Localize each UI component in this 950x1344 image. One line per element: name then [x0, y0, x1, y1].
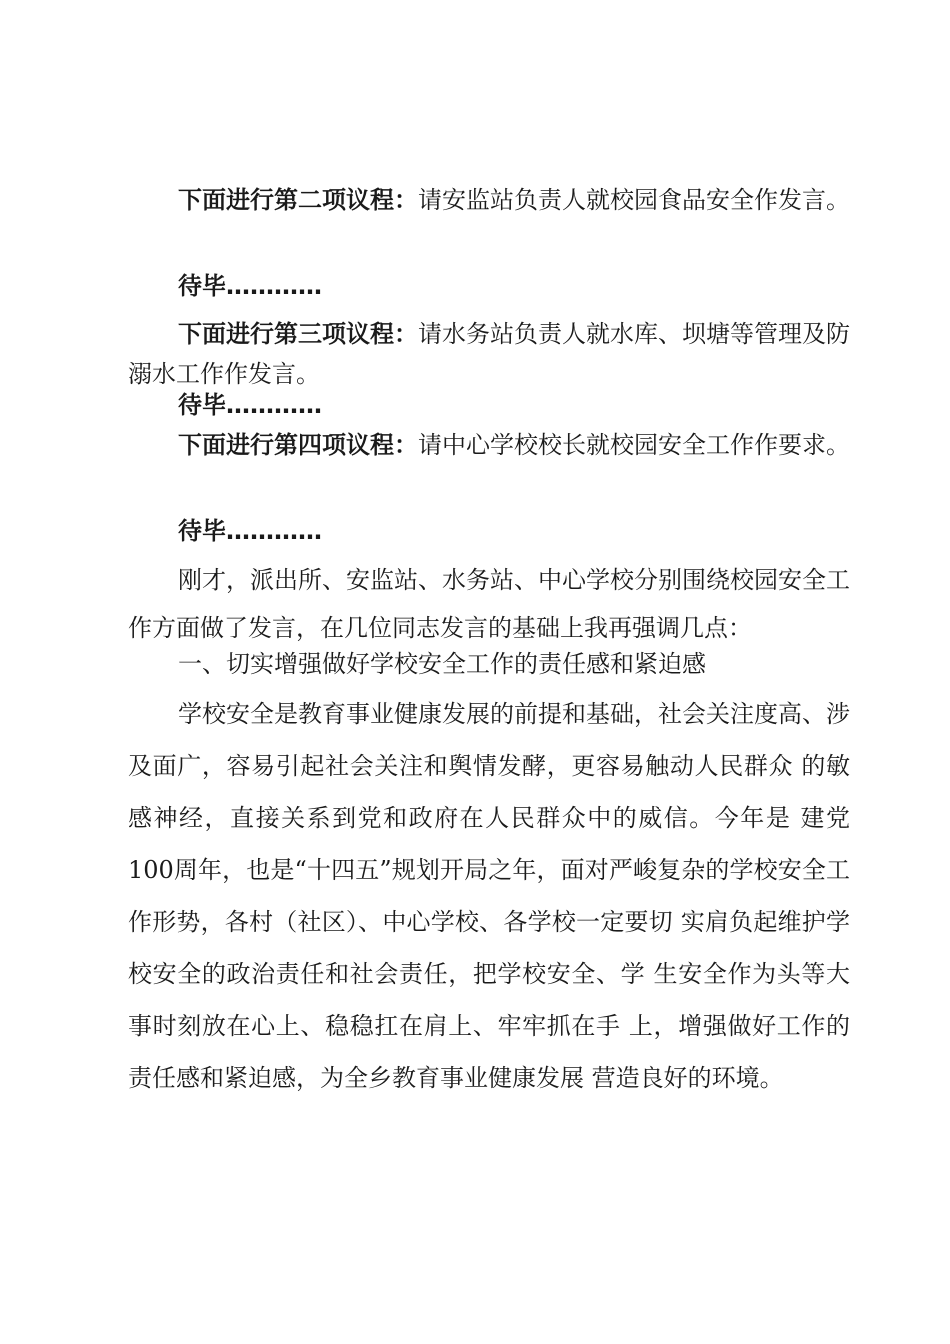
agenda-item-2 [128, 180, 850, 220]
wait-note-1-text: 待毕………… [178, 272, 322, 300]
summary-paragraph [128, 556, 850, 652]
agenda-item-3-lead: 下面进行第三项议程： [178, 320, 418, 348]
body-paragraph [128, 688, 850, 1104]
section-heading-1 [128, 644, 850, 684]
wait-note-2-text: 待毕………… [178, 391, 322, 419]
agenda-item-3-text: 请水务站负责人就水库、坝塘等管理及防溺水工作作发言。 [128, 320, 850, 388]
agenda-item-2-lead: 下面进行第二项议程： [178, 186, 418, 214]
agenda-item-4 [128, 425, 850, 465]
body-paragraph-text: 学校安全是教育事业健康发展的前提和基础，社会关注度高、涉及面广，容易引起社会关注和舆情发酵，更容易触动人民群众 的敏感神经，直接关系到党和政府在人民群众中的威信。今年是 建党100周年，也是“十四五”规划开局之年，面对严峻复杂的学校安全工作形势，各村（社区）、中心学校、各学校一定要切 实肩负起维护学校安全的政治责任和社会责任，把学校安全、学 生安全作为头等大事时刻放在心上、稳稳扛在肩上、牢牢抓在手 上，增强做好工作的责任感和紧迫感，为全乡教育事业健康发展 营造良好的环境。 [128, 700, 850, 1092]
agenda-item-2-text: 请安监站负责人就校园食品安全作发言。 [418, 186, 850, 214]
wait-note-3-text: 待毕………… [178, 517, 322, 545]
section-heading-1-text: 一、切实增强做好学校安全工作的责任感和紧迫感 [178, 650, 706, 678]
agenda-item-4-text: 请中心学校校长就校园安全工作作要求。 [418, 431, 850, 459]
wait-note-3 [128, 511, 850, 551]
agenda-item-3 [128, 314, 850, 394]
summary-paragraph-text: 刚才，派出所、安监站、水务站、中心学校分别围绕校园安全工作方面做了发言，在几位同志发言的基础上我再强调几点： [128, 566, 850, 642]
wait-note-1 [128, 266, 850, 306]
agenda-item-4-lead: 下面进行第四项议程： [178, 431, 418, 459]
wait-note-2 [128, 385, 850, 425]
